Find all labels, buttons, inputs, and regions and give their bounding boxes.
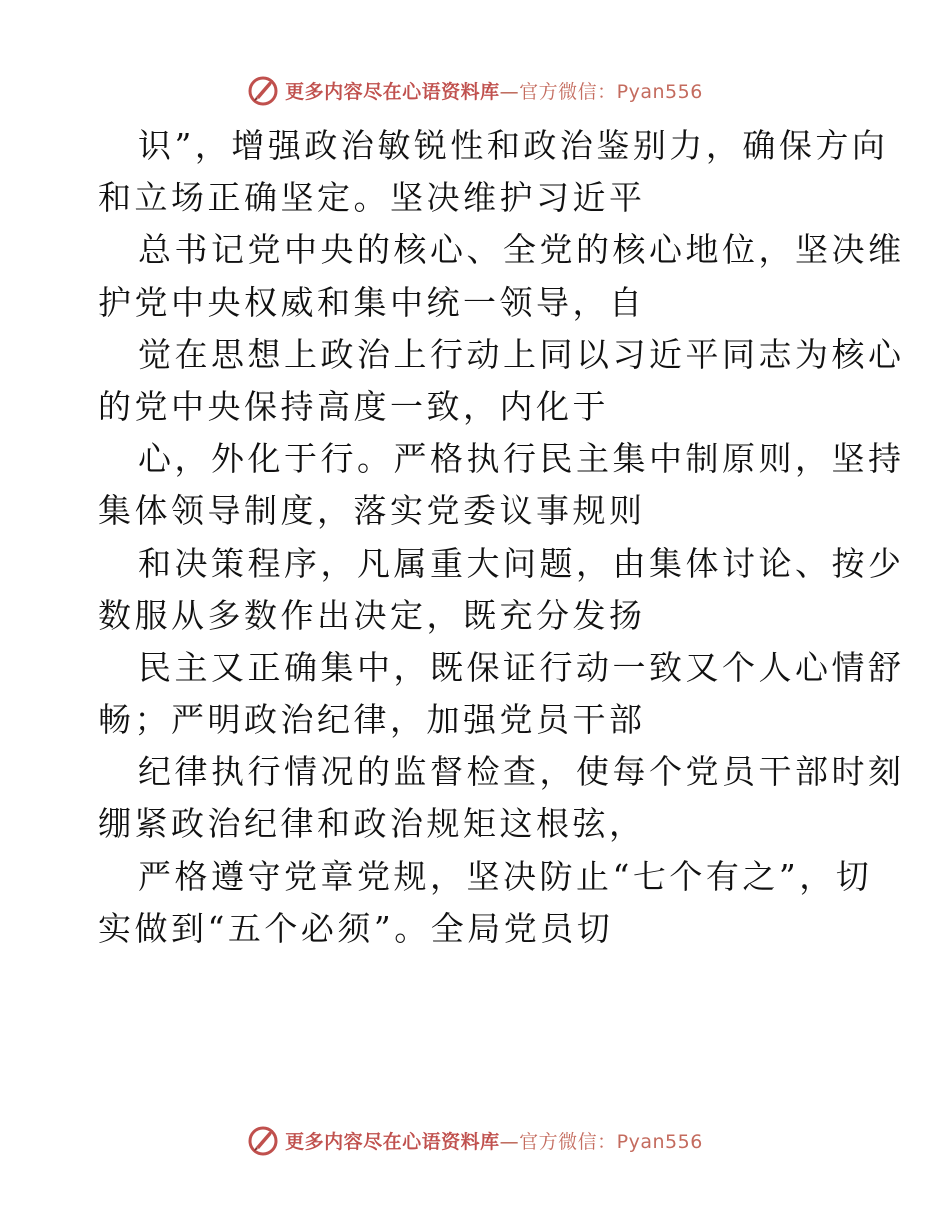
body-line: 总书记党中央的核心、全党的核心地位，坚决维: [138, 230, 905, 270]
body-line: 觉在思想上政治上行动上同以习近平同志为核心: [138, 334, 905, 374]
banner-slogan: 更多内容尽在心语资料库: [285, 80, 500, 103]
banner-text: [285, 1127, 703, 1154]
banner-dash: —: [499, 80, 520, 103]
body-line: 心，外化于行。严格执行民主集中制原则，坚持: [138, 439, 905, 479]
footer-banner: [0, 1120, 950, 1160]
body-line: 识”，增强政治敏锐性和政治鉴别力，确保方向: [138, 126, 889, 165]
banner-slogan: 更多内容尽在心语资料库: [285, 1130, 500, 1153]
body-line: 和立场正确坚定。坚决维护习近平: [98, 178, 646, 218]
quill-pen-logo-icon: [247, 74, 279, 106]
document-body: [98, 120, 905, 955]
body-line: 实做到“五个必须”。全局党员切: [98, 908, 614, 948]
body-line: 护党中央权威和集中统一领导，自: [98, 282, 646, 322]
quill-pen-logo-icon: [247, 1124, 279, 1156]
banner-wechat: 官方微信：Pyan556: [519, 80, 703, 103]
body-line: 畅；严明政治纪律，加强党员干部: [98, 700, 646, 740]
banner-wechat: 官方微信：Pyan556: [519, 1130, 703, 1153]
body-line: 数服从多数作出决定，既充分发扬: [98, 595, 646, 635]
body-line: 严格遵守党章党规，坚决防止“七个有之”，切: [138, 856, 873, 896]
body-line: 纪律执行情况的监督检查，使每个党员干部时刻: [138, 752, 905, 792]
body-line: 和决策程序，凡属重大问题，由集体讨论、按少: [138, 543, 905, 583]
banner-text: [285, 77, 703, 104]
body-line: 的党中央保持高度一致，内化于: [98, 386, 609, 426]
body-line: 绷紧政治纪律和政治规矩这根弦，: [98, 804, 646, 844]
body-line: 集体领导制度，落实党委议事规则: [98, 491, 646, 531]
body-line: 民主又正确集中，既保证行动一致又个人心情舒: [138, 647, 905, 687]
banner-dash: —: [499, 1130, 520, 1153]
header-banner: [0, 70, 950, 110]
